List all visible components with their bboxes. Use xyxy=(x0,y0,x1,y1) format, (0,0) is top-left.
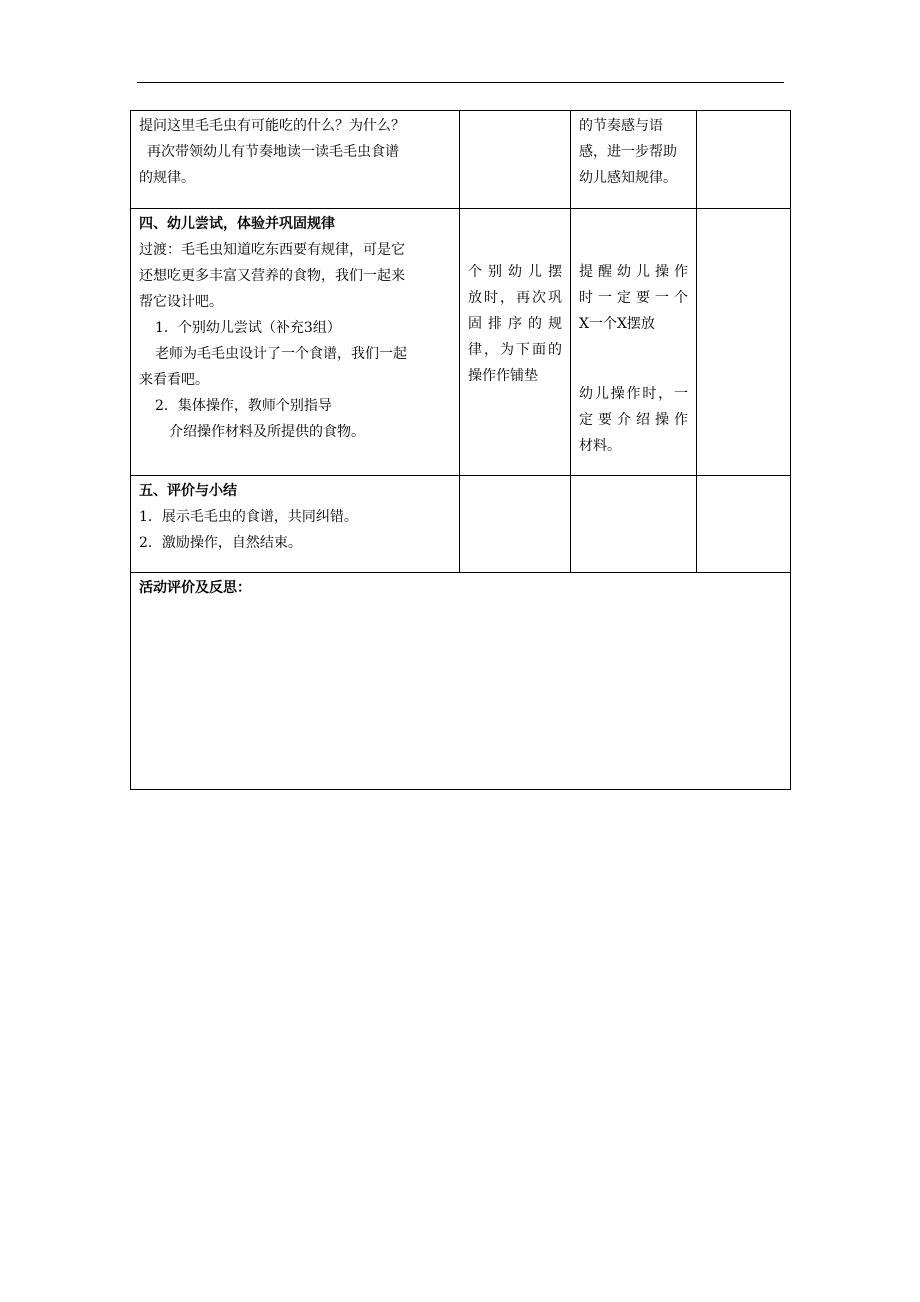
reflection-cell xyxy=(131,573,791,790)
text-line: 固排序的规 xyxy=(468,316,562,332)
text-line: 1．个别幼儿尝试（补充3组） xyxy=(155,320,341,336)
section-heading: 四、幼儿尝试，体验并巩固规律 xyxy=(139,216,335,232)
adjust-cell xyxy=(460,209,571,476)
text-line: 的节奏感与语 xyxy=(579,118,663,134)
extra-cell xyxy=(697,476,791,573)
text-line: 操作作铺垫 xyxy=(468,368,538,384)
text-line: 提问这里毛毛虫有可能吃的什么？为什么？ xyxy=(139,118,405,134)
note-cell xyxy=(571,209,697,476)
text-line: 幼儿感知规律。 xyxy=(579,170,677,186)
text-line: 提醒幼儿操作 xyxy=(579,264,688,280)
adjust-cell xyxy=(460,111,571,209)
text-line: 个别幼儿摆 xyxy=(468,264,562,280)
text-line: 的规律。 xyxy=(139,170,195,186)
text-line: 还想吃更多丰富又营养的食物，我们一起来 xyxy=(139,268,405,284)
text-line: 时一定要一个 xyxy=(579,290,688,306)
spacer xyxy=(579,337,688,381)
lesson-plan-table xyxy=(130,110,791,790)
table-row xyxy=(131,573,791,790)
extra-cell xyxy=(697,111,791,209)
text-line: 来看看吧。 xyxy=(139,372,209,388)
note-cell xyxy=(571,476,697,573)
process-cell xyxy=(131,111,460,209)
note-cell xyxy=(571,111,697,209)
text-line: 律，为下面的 xyxy=(468,342,562,358)
text-line: 感，进一步帮助 xyxy=(579,144,677,160)
process-cell xyxy=(131,476,460,573)
header-rule xyxy=(137,82,784,83)
table-row xyxy=(131,476,791,573)
text-line: 老师为毛毛虫设计了一个食谱，我们一起 xyxy=(155,346,407,362)
extra-cell xyxy=(697,209,791,476)
text-line: 过渡：毛毛虫知道吃东西要有规律，可是它 xyxy=(139,242,405,258)
text-line: 定要介绍操作 xyxy=(579,412,688,428)
text-line: 幼儿操作时，一 xyxy=(579,386,688,402)
text-line: X一个X摆放 xyxy=(579,316,655,332)
table-row xyxy=(131,111,791,209)
text-line: 2．激励操作，自然结束。 xyxy=(139,535,302,551)
adjust-cell xyxy=(460,476,571,573)
text-line: 介绍操作材料及所提供的食物。 xyxy=(169,424,365,440)
text-line: 材料。 xyxy=(579,438,621,454)
text-line: 2．集体操作，教师个别指导 xyxy=(155,398,332,414)
text-line: 1．展示毛毛虫的食谱，共同纠错。 xyxy=(139,509,358,525)
reflection-heading: 活动评价及反思： xyxy=(139,580,251,596)
table-row xyxy=(131,209,791,476)
section-heading: 五、评价与小结 xyxy=(139,483,237,499)
text-line: 帮它设计吧。 xyxy=(139,294,223,310)
text-line: 放时，再次巩 xyxy=(468,290,562,306)
process-cell xyxy=(131,209,460,476)
text-line: 再次带领幼儿有节奏地读一读毛毛虫食谱 xyxy=(147,144,399,160)
